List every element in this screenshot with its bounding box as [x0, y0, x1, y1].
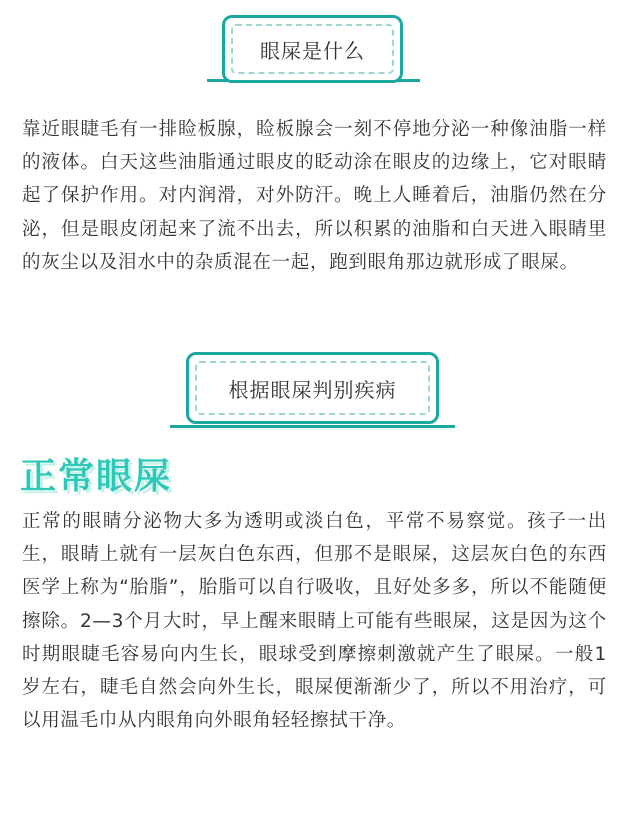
paragraph-normal-eye-discharge: 正常的眼睛分泌物大多为透明或淡白色，平常不易察觉。孩子一出生，眼睛上就有一层灰白色东西，但那不是眼屎，这层灰白色的东西医学上称为“胎脂”，胎脂可以自行吸收，且好处多多，所以不能随便擦除。2—3个月大时，早上醒来眼睛上可能有些眼屎，这是因为这个时期眼睫毛容易向内生长，眼球受到摩擦刺激就产生了眼屎。一般1岁左右，睫毛自然会向外生长，眼屎便渐渐少了，所以不用治疗，可以用温毛巾从内眼角向外眼角轻轻擦拭干净。 — [22, 511, 607, 732]
heading-text: 根据眼屎判别疾病 — [195, 361, 430, 415]
heading-text: 眼屎是什么 — [231, 24, 394, 74]
paragraph-what-is-eye-discharge: 靠近眼睫毛有一排睑板腺，睑板腺会一刻不停地分泌一种像油脂一样的液体。白天这些油脂通过眼皮的眨动涂在眼皮的边缘上，它对眼睛起了保护作用。对内润滑，对外防汗。晚上人睡着后，油脂仍然在分泌，但是眼皮闭起来了流不出去，所以积累的油脂和白天进入眼睛里的灰尘以及泪水中的杂质混在一起，跑到眼角那边就形成了眼屎。 — [22, 119, 607, 273]
heading-box — [186, 352, 439, 424]
heading-box — [222, 15, 403, 83]
heading-underline — [170, 425, 455, 428]
section-title-normal-eye-discharge: 正常眼屎 — [20, 456, 173, 497]
